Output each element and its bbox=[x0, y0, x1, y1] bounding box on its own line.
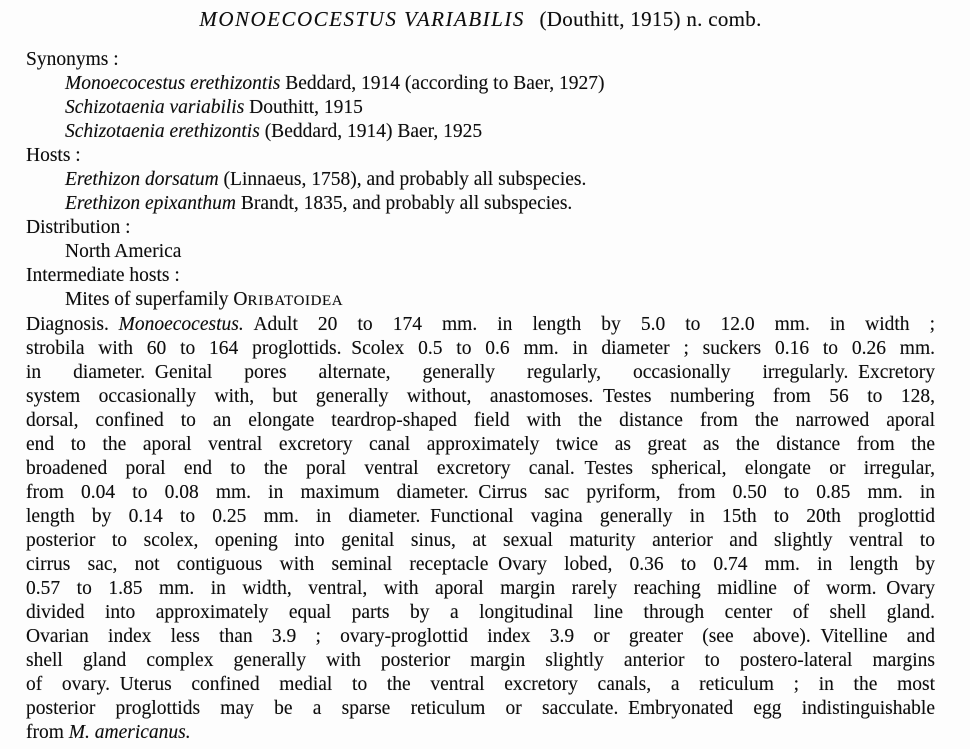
text-segment: Brandt, 1835, and probably all subspecies. bbox=[235, 193, 573, 214]
synonym-line bbox=[26, 96, 935, 120]
text-segment: divided into approximately equal parts by a longitudinal line through center of shell gland. bbox=[26, 602, 935, 623]
text-segment: broadened poral end to the poral ventral excretory canal. Testes spherical, elongate or irregular, bbox=[26, 458, 935, 479]
text-segment: Distribution : bbox=[26, 217, 131, 238]
diagnosis-line bbox=[26, 721, 935, 745]
text-segment: Intermediate hosts : bbox=[26, 265, 180, 286]
section-label-synonyms bbox=[26, 48, 935, 72]
text-segment: from 0.04 to 0.08 mm. in maximum diameter. Cirrus sac pyriform, from 0.50 to 0.85 mm. in bbox=[26, 482, 935, 503]
diagnosis-line bbox=[26, 505, 935, 529]
italic-text: Monoecocestus erethizontis bbox=[65, 73, 281, 94]
section-label-distribution bbox=[26, 216, 935, 240]
text-segment: (Beddard, 1914) Baer, 1925 bbox=[259, 121, 483, 142]
italic-text: Erethizon epixanthum bbox=[65, 193, 236, 214]
diagnosis-line bbox=[26, 385, 935, 409]
text-segment: Ovarian index less than 3.9 ; ovary-proglottid index 3.9 or greater (see above). Vitelline and bbox=[26, 626, 935, 647]
diagnosis-line bbox=[26, 529, 935, 553]
diagnosis-line bbox=[26, 553, 935, 577]
text-segment: Synonyms : bbox=[26, 49, 119, 70]
synonym-line bbox=[26, 120, 935, 144]
italic-text: Erethizon dorsatum bbox=[65, 169, 219, 190]
text-segment: (Linnaeus, 1758), and probably all subspecies. bbox=[218, 169, 587, 190]
italic-text: Monoecocestus. bbox=[118, 314, 244, 335]
diagnosis-line bbox=[26, 577, 935, 601]
text-segment: system occasionally with, but generally without, anastomoses. Testes numbering from 56 to 128, bbox=[26, 386, 935, 407]
text-segment: end to the aporal ventral excretory canal approximately twice as great as the distance from the bbox=[26, 434, 935, 455]
distribution-line bbox=[26, 240, 935, 264]
text-segment: strobila with 60 to 164 proglottids. Scolex 0.5 to 0.6 mm. in diameter ; suckers 0.16 to 0.26 mm. bbox=[26, 338, 935, 359]
text-segment: posterior proglottids may be a sparse reticulum or sacculate. Embryonated egg indistinguishable bbox=[26, 698, 935, 719]
text-segment: Douthitt, 1915 bbox=[244, 97, 363, 118]
intermediate-hosts-line bbox=[26, 288, 935, 313]
section-label-hosts bbox=[26, 144, 935, 168]
diagnosis-line bbox=[26, 313, 935, 337]
text-segment: from bbox=[26, 722, 69, 743]
title-species-name: MONOECOCESTUS VARIABILIS bbox=[199, 7, 525, 31]
text-segment: North America bbox=[65, 241, 182, 262]
text-segment: Hosts : bbox=[26, 145, 81, 166]
diagnosis-line bbox=[26, 481, 935, 505]
smallcaps-text: RIBATOIDEA bbox=[247, 293, 344, 309]
text-segment: in diameter. Genital pores alternate, generally regularly, occasionally irregularly. Excretory bbox=[26, 362, 935, 383]
diagnosis-line bbox=[26, 433, 935, 457]
diagnosis-line bbox=[26, 673, 935, 697]
host-line bbox=[26, 168, 935, 192]
text-segment: dorsal, confined to an elongate teardrop-shaped field with the distance from the narrowed aporal bbox=[26, 410, 935, 431]
synonym-line bbox=[26, 72, 935, 96]
diagnosis-line bbox=[26, 409, 935, 433]
document-body bbox=[26, 48, 935, 745]
diagnosis-line bbox=[26, 361, 935, 385]
italic-text: Schizotaenia variabilis bbox=[65, 97, 245, 118]
section-label-intermediate-hosts bbox=[26, 264, 935, 288]
text-segment: posterior to scolex, opening into genital sinus, at sexual maturity anterior and slightly ventral to bbox=[26, 530, 935, 551]
text-segment: length by 0.14 to 0.25 mm. in diameter. Functional vagina generally in 15th to 20th proglottid bbox=[26, 506, 935, 527]
text-segment: Mites of superfamily O bbox=[65, 289, 248, 310]
diagnosis-line bbox=[26, 337, 935, 361]
diagnosis-line bbox=[26, 457, 935, 481]
host-line bbox=[26, 192, 935, 216]
italic-text: M. americanus. bbox=[68, 722, 191, 743]
text-segment: Diagnosis. bbox=[26, 314, 119, 335]
italic-text: Schizotaenia erethizontis bbox=[65, 121, 260, 142]
text-segment: Beddard, 1914 (according to Baer, 1927) bbox=[280, 73, 605, 94]
text-segment: Adult 20 to 174 mm. in length by 5.0 to 12.0 mm. in width ; bbox=[243, 314, 935, 335]
diagnosis-line bbox=[26, 649, 935, 673]
page-title bbox=[26, 7, 935, 32]
diagnosis-line bbox=[26, 697, 935, 721]
text-segment: 0.57 to 1.85 mm. in width, ventral, with aporal margin rarely reaching midline of worm. Ovary bbox=[26, 578, 935, 599]
text-segment: of ovary. Uterus confined medial to the ventral excretory canals, a reticulum ; in the most bbox=[26, 674, 935, 695]
text-segment: shell gland complex generally with posterior margin slightly anterior to postero-lateral margins bbox=[26, 650, 935, 671]
diagnosis-line bbox=[26, 625, 935, 649]
title-authority: (Douthitt, 1915) n. comb. bbox=[539, 7, 762, 31]
diagnosis-line bbox=[26, 601, 935, 625]
text-segment: cirrus sac, not contiguous with seminal receptacle Ovary lobed, 0.36 to 0.74 mm. in length by bbox=[26, 554, 935, 575]
